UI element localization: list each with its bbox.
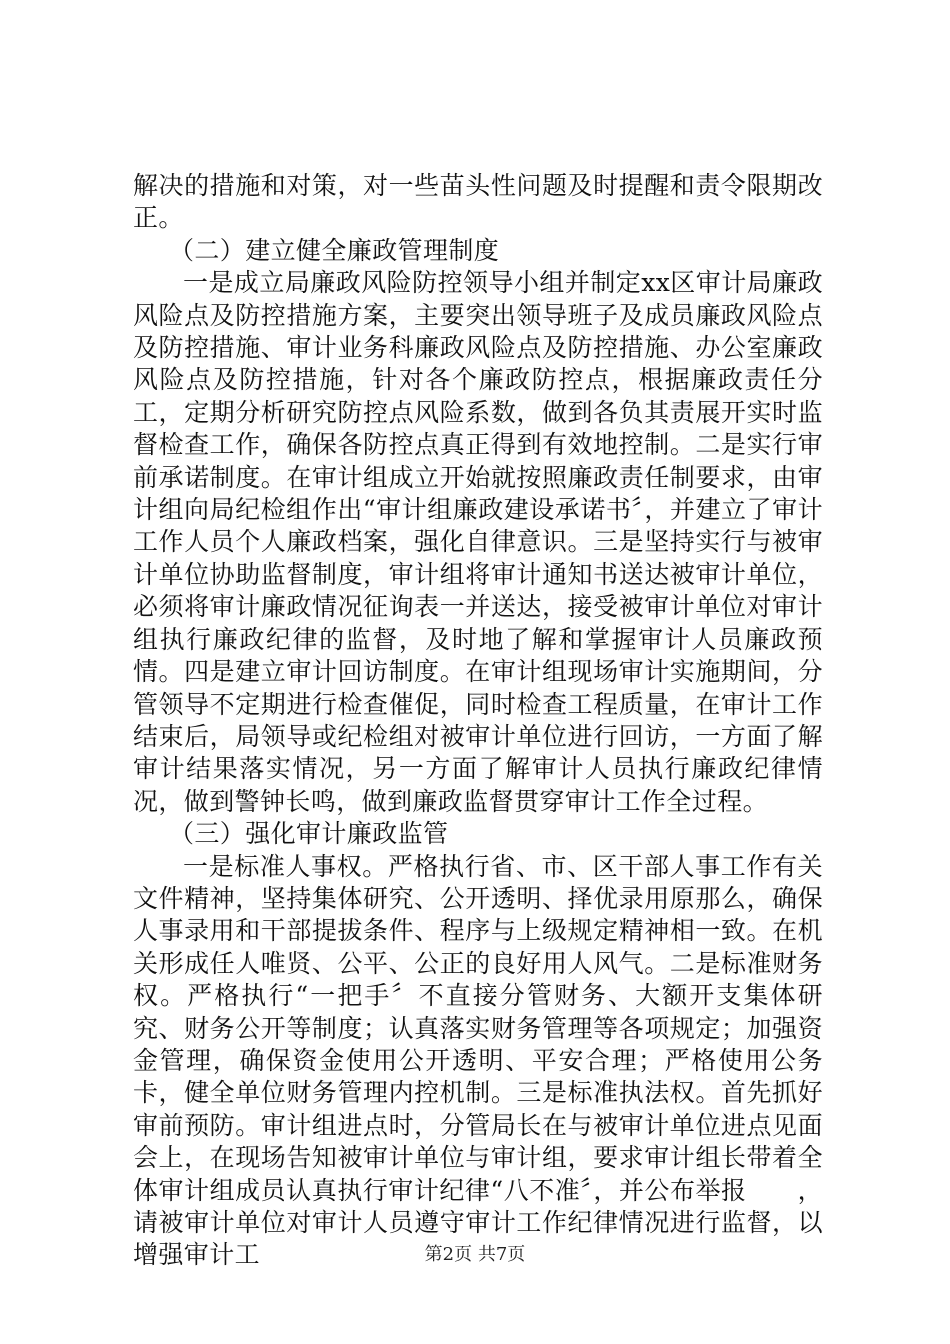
paragraph-supervision: 一是标准人事权。严格执行省、市、区干部人事工作有关文件精神，坚持集体研究、公开透明、择优录用原那么，确保人事录用和干部提拔条件、程序与上级规定精神相一致。在机关形成任人唯贤、公平、公正的良好用人风气。二是标准财务权。严格执行“一把手〞不直接分管财务、大额开支集体研究、财务公开等制度；认真落实财务管理等各项规定；加强资金管理，确保资金使用公开透明、平安合理；严格使用公务卡，健全单位财务管理内控机制。三是标准执法权。首先抓好审前预防。审计组进点时，分管局长在与被审计单位进点见面会上，在现场告知被审计单位与审计组，要求审计组长带着全体审计组成员认真执行审计纪律“八不准〞，并公布举报 ，请被审计单位对审计人员遵守审计工作纪律情况进行监督，以增强审计工 xyxy=(133,851,823,1270)
paragraph-system-building: 一是成立局廉政风险防控领导小组并制定xx区审计局廉政风险点及防控措施方案，主要突出领导班子及成员廉政风险点及防控措施、审计业务科廉政风险点及防控措施、办公室廉政风险点及防控措施，针对各个廉政防控点，根据廉政责任分工，定期分析研究防控点风险系数，做到各负其责展开实时监督检查工作，确保各防控点真正得到有效地控制。二是实行审前承诺制度。在审计组成立开始就按照廉政责任制要求，由审计组向局纪检组作出“审计组廉政建设承诺书〞，并建立了审计工作人员个人廉政档案，强化自律意识。三是坚持实行与被审计单位协助监督制度，审计组将审计通知书送达被审计单位，必须将审计廉政情况征询表一并送达，接受被审计单位对审计组执行廉政纪律的监督，及时地了解和掌握审计人员廉政预情。四是建立审计回访制度。在审计组现场审计实施期间，分管领导不定期进行检查催促，同时检查工程质量，在审计工作结束后，局领导或纪检组对被审计单位进行回访，一方面了解审计结果落实情况，另一方面了解审计人员执行廉政纪律情况，做到警钟长鸣，做到廉政监督贯穿审计工作全过程。 xyxy=(133,268,823,816)
paragraph-continuation: 解决的措施和对策，对一些苗头性问题及时提醒和责令限期改正。 xyxy=(133,171,823,233)
section-heading-3: （三）强化审计廉政监管 xyxy=(169,819,449,849)
page-footer: 第2页 共7页 xyxy=(424,1244,526,1265)
document-body xyxy=(133,170,823,1272)
section-heading-2: （二）建立健全廉政管理制度 xyxy=(169,235,500,265)
